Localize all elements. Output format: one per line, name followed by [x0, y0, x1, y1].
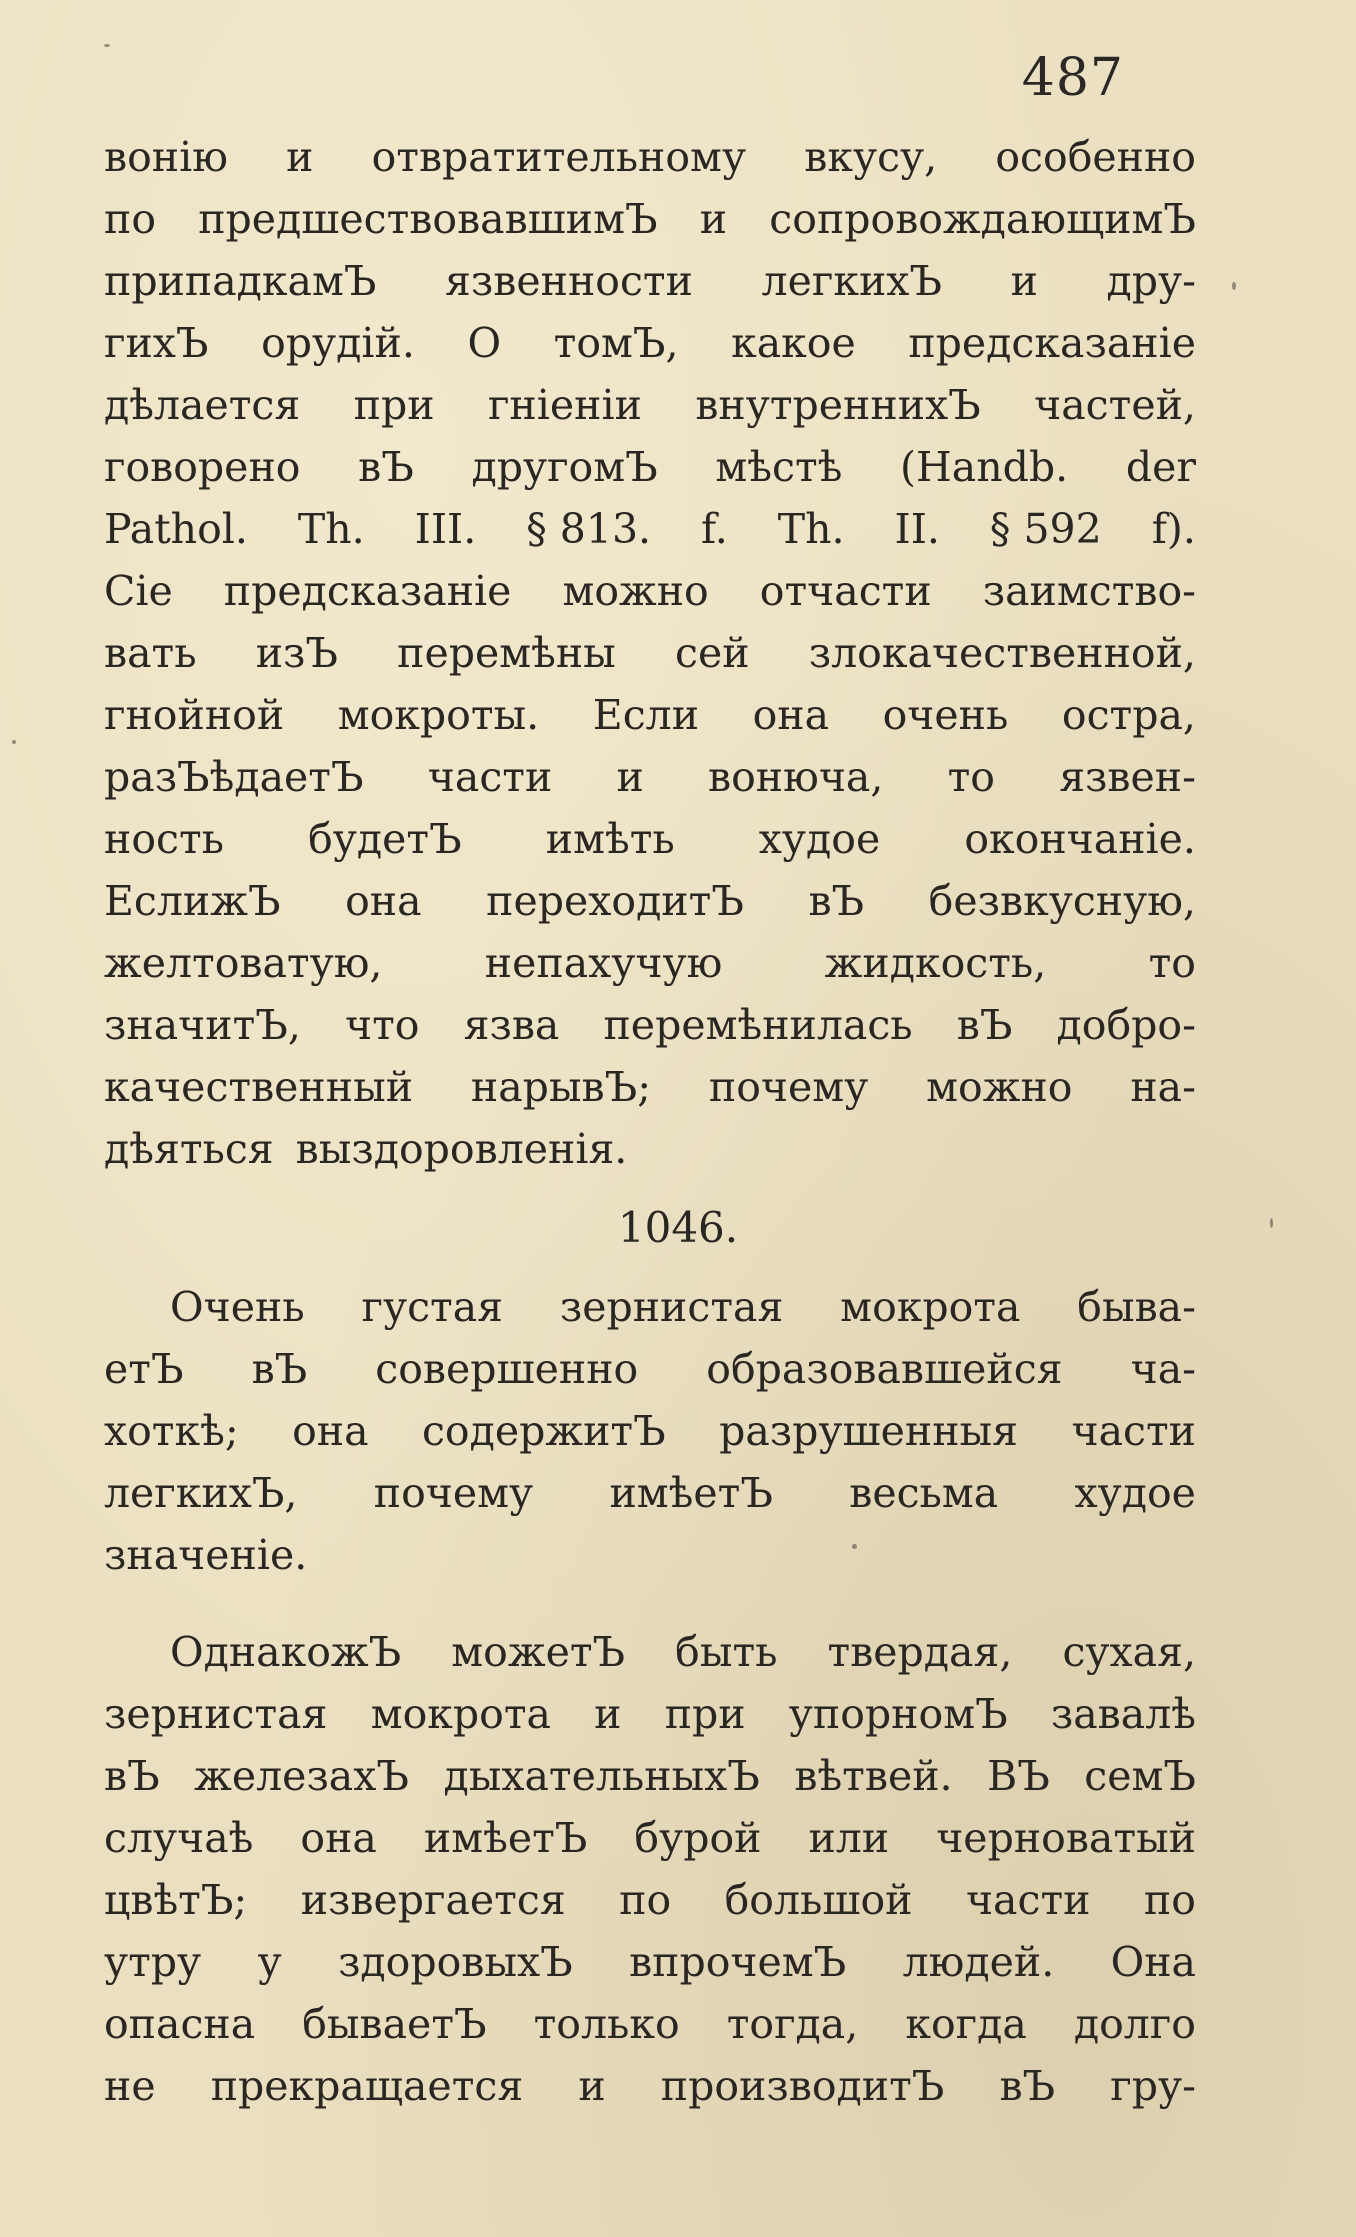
word: безвкусную, — [928, 877, 1196, 925]
word: гнойной — [104, 691, 285, 739]
word: бурой — [634, 1814, 762, 1862]
word: не — [104, 2062, 156, 2110]
word: ность — [104, 815, 224, 863]
word: вЪ — [358, 443, 414, 491]
paragraph-1 — [104, 126, 1196, 1180]
word: Сіе — [104, 567, 173, 615]
word: долго — [1073, 2000, 1196, 2048]
word: легкихЪ — [761, 257, 942, 305]
word: предсказаніе — [223, 567, 512, 615]
word: разЪѣдаетЪ — [104, 753, 364, 801]
word: переходитЪ — [486, 877, 744, 925]
word: перемѣны — [397, 629, 616, 677]
word: вонюча, — [708, 753, 884, 801]
word: вЪ — [104, 1752, 160, 1800]
text-line — [104, 1683, 1196, 1745]
word: образовавшейся — [706, 1345, 1063, 1393]
word: можно — [926, 1063, 1073, 1111]
text-line — [104, 560, 1196, 622]
word: упорномЪ — [788, 1690, 1008, 1738]
word: непахучую — [484, 939, 723, 987]
word: III. — [414, 505, 477, 553]
word: то — [1148, 939, 1196, 987]
text-line — [104, 374, 1196, 436]
word: какое — [731, 319, 856, 367]
word: Очень — [170, 1283, 305, 1331]
word: прекращается — [210, 2062, 524, 2110]
text-line — [104, 1276, 1196, 1338]
word: выздоровленія. — [295, 1125, 628, 1173]
word: жидкость, — [824, 939, 1047, 987]
word: мокрота — [370, 1690, 551, 1738]
word: опасна — [104, 2000, 256, 2048]
text-line — [104, 994, 1196, 1056]
word: вонію — [104, 133, 228, 181]
text-line — [104, 312, 1196, 374]
word: бываетЪ — [302, 2000, 487, 2048]
word: II. — [894, 505, 940, 553]
word: сей — [675, 629, 750, 677]
word: и — [699, 195, 728, 243]
page-number: 487 — [1021, 48, 1124, 108]
word: зернистая — [559, 1283, 784, 1331]
word: здоровыхЪ — [338, 1938, 573, 1986]
word: отвратительному — [371, 133, 747, 181]
word: и — [616, 753, 644, 801]
word: будетЪ — [308, 815, 462, 863]
text-line — [104, 870, 1196, 932]
word: перемѣнилась — [603, 1001, 913, 1049]
text-line — [104, 1400, 1196, 1462]
word: етЪ — [104, 1345, 184, 1393]
word: при — [353, 381, 435, 429]
word: густая — [361, 1283, 504, 1331]
text-line — [104, 188, 1196, 250]
word: у — [257, 1938, 282, 1986]
word: части — [427, 753, 553, 801]
word: сопровождающимЪ — [769, 195, 1196, 243]
word: дѣлается — [104, 381, 301, 429]
word: железахЪ — [194, 1752, 409, 1800]
word: вЪ — [808, 877, 865, 925]
ink-speck — [852, 1544, 857, 1549]
text-line — [104, 1869, 1196, 1931]
word: гру- — [1110, 2062, 1196, 2110]
word: предсказаніе — [908, 319, 1196, 367]
word: вать — [104, 629, 197, 677]
word: то — [947, 753, 995, 801]
word: Если — [592, 691, 700, 739]
word: дру- — [1106, 257, 1196, 305]
word: почему — [708, 1063, 869, 1111]
text-line — [104, 1524, 1196, 1586]
word: сухая, — [1062, 1628, 1196, 1676]
word: впрочемЪ — [629, 1938, 847, 1986]
word: имѣть — [545, 815, 675, 863]
word: злокачественной, — [808, 629, 1196, 677]
word: быва- — [1077, 1283, 1196, 1331]
text-line — [104, 1931, 1196, 1993]
text-line — [104, 436, 1196, 498]
word: f. — [701, 505, 728, 553]
text-line — [104, 684, 1196, 746]
word: и — [286, 133, 314, 181]
word: семЪ — [1084, 1752, 1196, 1800]
text-line — [104, 126, 1196, 188]
word: по — [1143, 1876, 1196, 1924]
word: или — [808, 1814, 890, 1862]
word: случаѣ — [104, 1814, 254, 1862]
word: Она — [1110, 1938, 1196, 1986]
word: совершенно — [375, 1345, 639, 1393]
word: орудій. — [261, 319, 415, 367]
word: ЕслижЪ — [104, 877, 281, 925]
paragraph-2 — [104, 1276, 1196, 1586]
word: она — [292, 1407, 369, 1455]
text-line — [104, 932, 1196, 994]
text-line — [104, 1462, 1196, 1524]
word: изЪ — [255, 629, 338, 677]
word: по — [619, 1876, 672, 1924]
text-line — [104, 808, 1196, 870]
word: когда — [905, 2000, 1027, 2048]
word: вЪ — [251, 1345, 308, 1393]
word: частей, — [1034, 381, 1196, 429]
ink-speck — [12, 740, 16, 744]
word: и — [594, 1690, 622, 1738]
word: разрушенныя — [719, 1407, 1019, 1455]
word: язвенности — [445, 257, 693, 305]
text-line — [104, 1993, 1196, 2055]
word: утру — [104, 1938, 202, 1986]
word: имѣетЪ — [609, 1469, 773, 1517]
word: Th. — [777, 505, 845, 553]
word: она — [300, 1814, 377, 1862]
word: вкусу, — [804, 133, 938, 181]
word: почему — [373, 1469, 534, 1517]
word: вѣтвей. — [794, 1752, 953, 1800]
word: черноватый — [936, 1814, 1196, 1862]
word: вЪ — [999, 2062, 1056, 2110]
ink-speck — [1270, 1218, 1273, 1228]
word: ча- — [1130, 1345, 1196, 1393]
word: окончаніе. — [964, 815, 1196, 863]
word: быть — [675, 1628, 778, 1676]
word: О — [467, 319, 502, 367]
word: она — [752, 691, 830, 739]
word: предшествовавшимЪ — [198, 195, 658, 243]
text-line — [104, 1056, 1196, 1118]
word: цвѣтЪ; — [104, 1876, 248, 1924]
word: людей. — [902, 1938, 1055, 1986]
word: производитЪ — [660, 2062, 945, 2110]
word: тогда, — [726, 2000, 859, 2048]
word: только — [533, 2000, 680, 2048]
word: особенно — [995, 133, 1196, 181]
word: томЪ, — [553, 319, 679, 367]
word: значитЪ, — [104, 1001, 301, 1049]
word: она — [345, 877, 422, 925]
word: дѣяться — [104, 1125, 274, 1173]
word: добро- — [1056, 1001, 1196, 1049]
section-number: 1046. — [617, 1203, 739, 1252]
word: и — [1010, 257, 1038, 305]
word: весьма — [849, 1469, 999, 1517]
word: ОднакожЪ — [170, 1628, 402, 1676]
word: и — [578, 2062, 606, 2110]
word: гніеніи — [487, 381, 642, 429]
text-line — [104, 1338, 1196, 1400]
word: язва — [463, 1001, 560, 1049]
word: Th. — [297, 505, 365, 553]
word: внутреннихЪ — [695, 381, 981, 429]
word: легкихЪ, — [104, 1469, 298, 1517]
word: части — [965, 1876, 1091, 1924]
word: f). — [1151, 505, 1196, 553]
word: другомЪ — [471, 443, 658, 491]
word: гихЪ — [104, 319, 209, 367]
word: худое — [1074, 1469, 1196, 1517]
word: мокрота — [840, 1283, 1021, 1331]
word: завалѣ — [1050, 1690, 1196, 1738]
word: припадкамЪ — [104, 257, 377, 305]
word: извергается — [300, 1876, 566, 1924]
word: значеніе. — [104, 1531, 308, 1579]
text-line — [104, 250, 1196, 312]
word: на- — [1130, 1063, 1196, 1111]
word: § 813. — [526, 505, 652, 553]
word: мѣстѣ — [715, 443, 843, 491]
text-line — [104, 1118, 1196, 1180]
ink-speck — [1232, 282, 1236, 290]
word: можно — [562, 567, 709, 615]
text-line — [104, 746, 1196, 808]
word: можетЪ — [451, 1628, 626, 1676]
word: зернистая — [104, 1690, 328, 1738]
word: нарывЪ; — [470, 1063, 652, 1111]
word: § 592 — [989, 505, 1102, 553]
word: вЪ — [956, 1001, 1013, 1049]
word: желтоватую, — [104, 939, 383, 987]
word: мокроты. — [337, 691, 540, 739]
text-line — [104, 2055, 1196, 2117]
text-line — [104, 498, 1196, 560]
word: язвен- — [1059, 753, 1196, 801]
word: большой — [724, 1876, 913, 1924]
word: при — [664, 1690, 746, 1738]
word: остра, — [1061, 691, 1196, 739]
word: части — [1071, 1407, 1196, 1455]
ink-speck — [104, 44, 110, 47]
word: твердая, — [827, 1628, 1013, 1676]
word: ВЪ — [987, 1752, 1050, 1800]
word: (Handb. — [900, 443, 1069, 491]
word: имѣетЪ — [423, 1814, 588, 1862]
paragraph-3 — [104, 1621, 1196, 2117]
word: качественный — [104, 1063, 414, 1111]
text-line — [104, 1807, 1196, 1869]
text-line — [104, 1621, 1196, 1683]
word: что — [344, 1001, 420, 1049]
word: der — [1125, 443, 1196, 491]
word: по — [104, 195, 157, 243]
text-line — [104, 1745, 1196, 1807]
word: хоткѣ; — [104, 1407, 239, 1455]
word: содержитЪ — [421, 1407, 666, 1455]
word: отчасти — [759, 567, 932, 615]
word: дыхательныхЪ — [443, 1752, 760, 1800]
word: худое — [758, 815, 881, 863]
text-line — [104, 622, 1196, 684]
word: очень — [882, 691, 1009, 739]
word: говорено — [104, 443, 301, 491]
word: Pathol. — [104, 505, 248, 553]
word: заимство- — [982, 567, 1196, 615]
